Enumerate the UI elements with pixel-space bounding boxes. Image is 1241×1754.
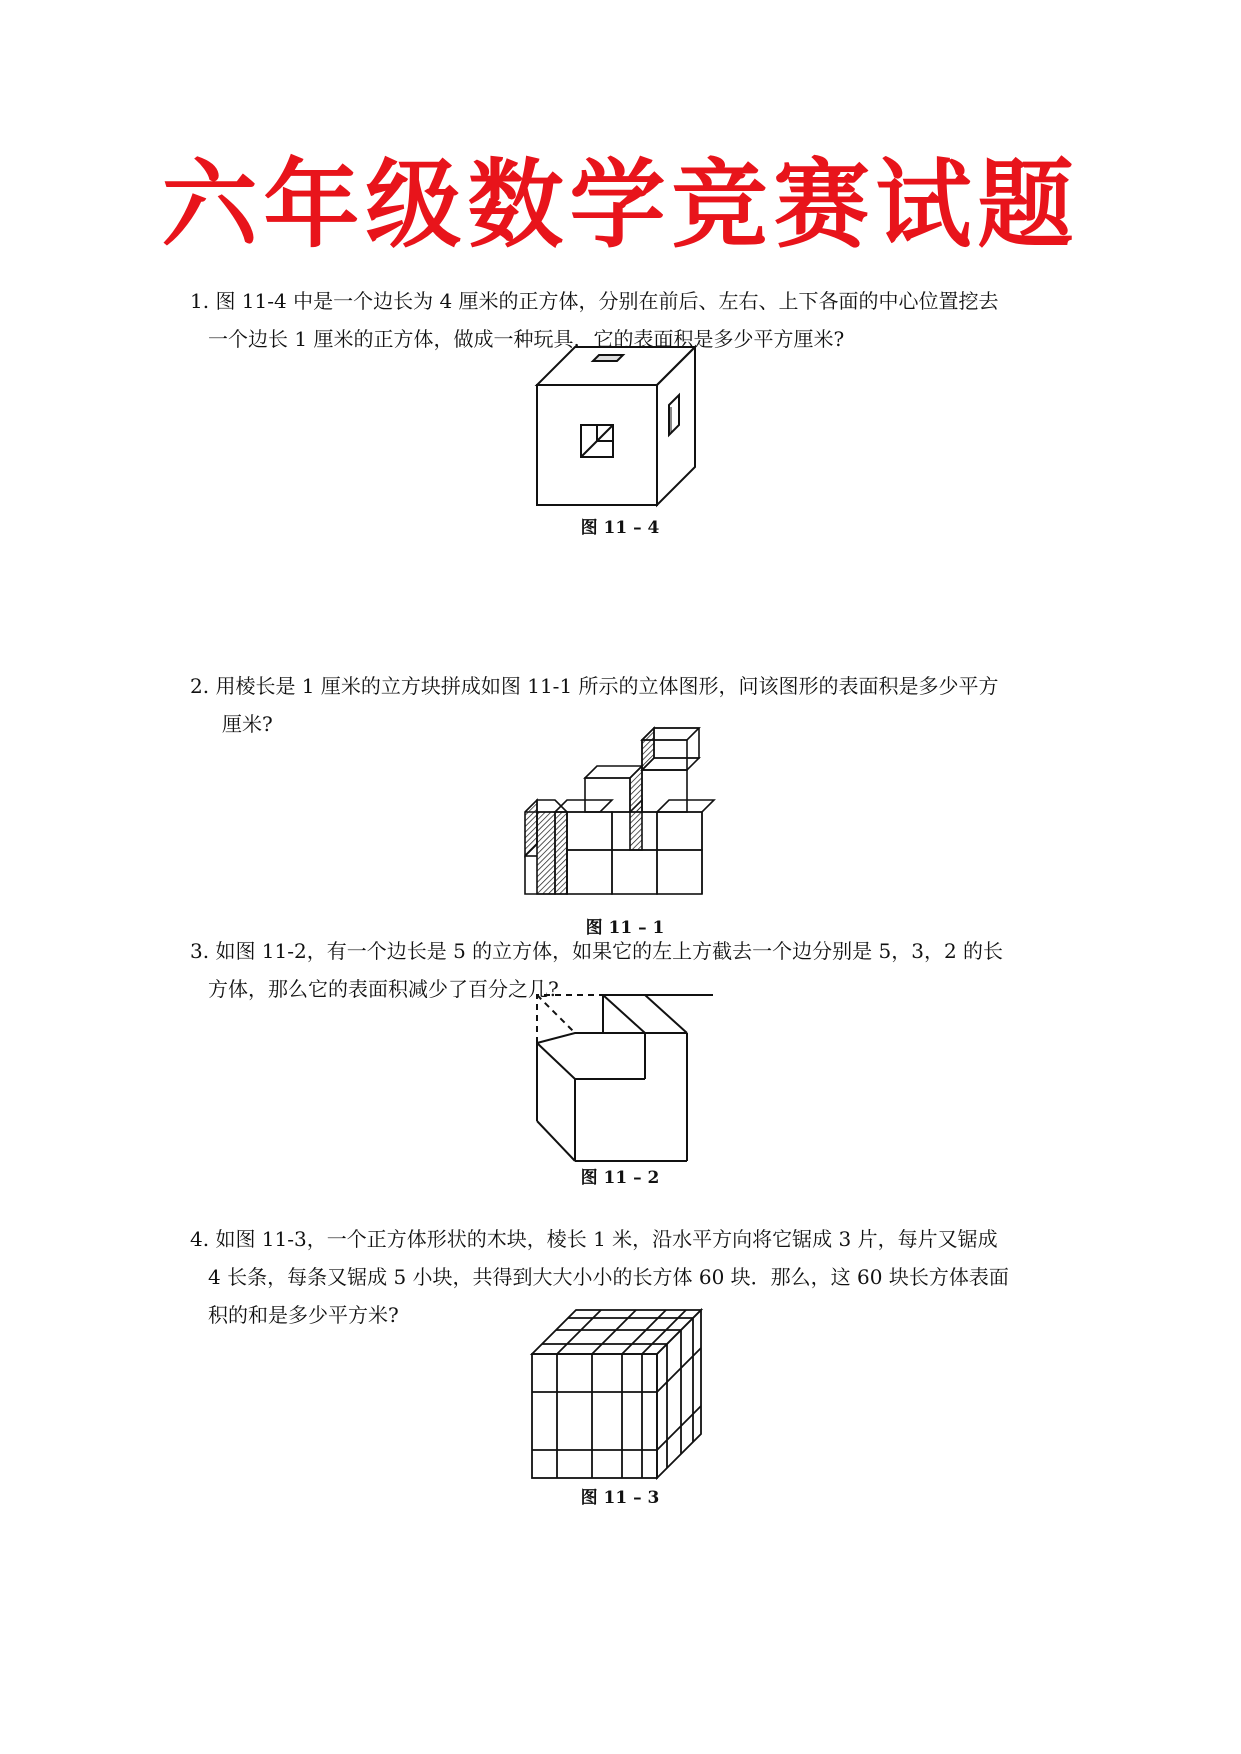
figure-caption: 图 11 – 3	[580, 1488, 660, 1508]
figure-caption: 图 11 – 4	[580, 518, 660, 538]
question-2-line-2: 厘米?	[222, 712, 273, 736]
figure-11-4-hollow-cube	[535, 345, 705, 510]
figure-11-3-sliced-cube	[530, 1310, 705, 1480]
question-3-line-1: 3. 如图 11-2，有一个边长是 5 的立方体，如果它的左上方截去一个边分别是 5，3，2 的长	[190, 939, 1004, 963]
question-1-line-2: 一个边长 1 厘米的正方体，做成一种玩具．它的表面积是多少平方厘米?	[208, 327, 845, 351]
figure-11-1-cube-staircase	[525, 730, 710, 895]
question-3-line-2: 方体，那么它的表面积减少了百分之几?	[208, 977, 559, 1001]
figure-11-2-notched-cube	[535, 993, 710, 1163]
figure-caption: 图 11 – 1	[585, 918, 665, 938]
question-4-line-1: 4. 如图 11-3，一个正方体形状的木块，棱长 1 米，沿水平方向将它锯成 3 片，每片又锯成	[190, 1227, 998, 1251]
page-title: 六年级数学竞赛试题	[161, 149, 1080, 261]
question-4-line-3: 积的和是多少平方米?	[208, 1303, 399, 1327]
question-2-line-1: 2. 用棱长是 1 厘米的立方块拼成如图 11-1 所示的立体图形，问该图形的表面积是多少平方	[190, 674, 999, 698]
figure-caption: 图 11 – 2	[580, 1168, 660, 1188]
question-4-line-2: 4 长条，每条又锯成 5 小块，共得到大大小小的长方体 60 块．那么，这 60 块长方体表面	[208, 1265, 1009, 1289]
question-1-line-1: 1. 图 11-4 中是一个边长为 4 厘米的正方体，分别在前后、左右、上下各面的中心位置挖去	[190, 289, 999, 313]
